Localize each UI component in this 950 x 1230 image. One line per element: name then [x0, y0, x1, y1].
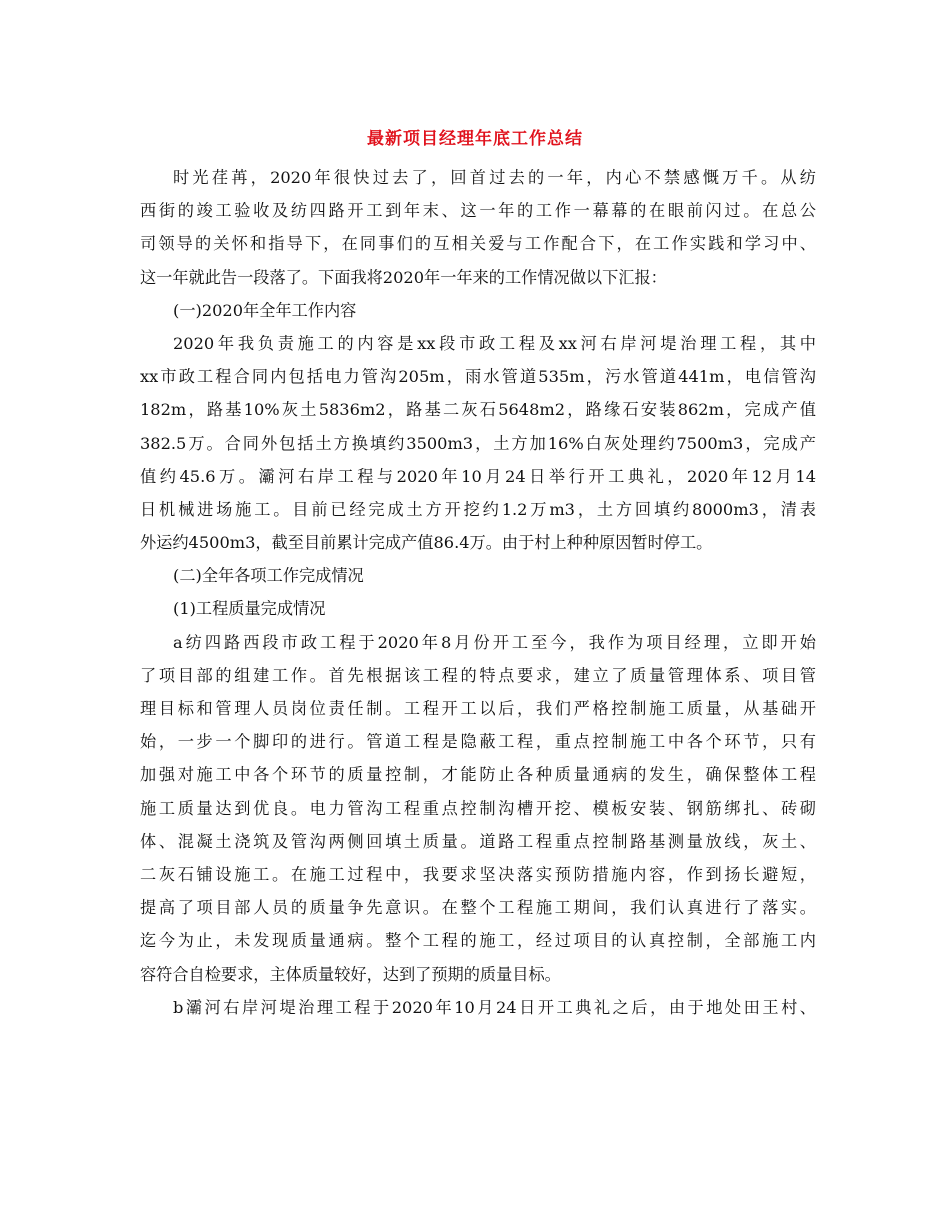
- text-line: 这一年就此告一段落了。下面我将2020年一年来的工作情况做以下汇报：: [140, 267, 667, 287]
- text-line: 日机械进场施工。目前已经完成土方开挖约1.2万m3，土方回填约8000m3，清表: [140, 499, 816, 519]
- text-line: 382.5万。合同外包括土方换填约3500m3，土方加16%白灰处理约7500m3，完成产: [140, 433, 816, 453]
- text-line: 2020年我负责施工的内容是xx段市政工程及xx河右岸河堤治理工程，其中: [173, 333, 816, 353]
- text-line: 182m，路基10%灰土5836m2，路基二灰石5648m2，路缘石安装862m，完成产值: [140, 400, 816, 420]
- text-line: 体、混凝土浇筑及管沟两侧回填土质量。道路工程重点控制路基测量放线，灰土、: [140, 831, 816, 851]
- text-line: 容符合自检要求，主体质量较好，达到了预期的质量目标。: [140, 964, 561, 984]
- text-line: 司领导的关怀和指导下，在同事们的互相关爱与工作配合下，在工作实践和学习中、: [140, 234, 816, 254]
- document-title: 最新项目经理年底工作总结: [367, 129, 583, 149]
- text-line: 加强对施工中各个环节的质量控制，才能防止各种质量通病的发生，确保整体工程: [140, 765, 816, 785]
- text-line: a纺四路西段市政工程于2020年8月份开工至今，我作为项目经理，立即开始: [173, 632, 816, 652]
- text-line: 了项目部的组建工作。首先根据该工程的特点要求，建立了质量管理体系、项目管: [140, 665, 816, 685]
- text-line: 迄今为止，未发现质量通病。整个工程的施工，经过项目的认真控制，全部施工内: [140, 931, 816, 951]
- text-line: 理目标和管理人员岗位责任制。工程开工以后，我们严格控制施工质量，从基础开: [140, 699, 816, 718]
- text-line: 外运约4500m3，截至目前累计完成产值86.4万。由于村上种种原因暂时停工。: [140, 533, 713, 553]
- text-line: 始，一步一个脚印的进行。管道工程是隐蔽工程，重点控制施工中各个环节，只有: [140, 732, 816, 752]
- text-line: 值约45.6万。灞河右岸工程与2020年10月24日举行开工典礼，2020年12月14: [140, 466, 816, 486]
- text-line: 二灰石铺设施工。在施工过程中，我要求坚决落实预防措施内容，作到扬长避短，: [140, 864, 816, 884]
- text-line: 时光荏苒，2020年很快过去了，回首过去的一年，内心不禁感慨万千。从纺: [173, 168, 816, 187]
- text-line: (1)工程质量完成情况: [173, 599, 326, 619]
- text-line: (二)全年各项工作完成情况: [173, 566, 364, 586]
- text-line: 提高了项目部人员的质量争先意识。在整个工程施工期间，我们认真进行了落实。: [140, 898, 816, 918]
- text-line: xx市政工程合同内包括电力管沟205m，雨水管道535m，污水管道441m，电信管沟: [140, 367, 816, 387]
- text-line: (一)2020年全年工作内容: [173, 300, 357, 320]
- text-line: b灞河右岸河堤治理工程于2020年10月24日开工典礼之后，由于地处田王村、: [173, 997, 816, 1017]
- document-body: [140, 161, 816, 1024]
- text-line: 施工质量达到优良。电力管沟工程重点控制沟槽开挖、模板安装、钢筋绑扎、砖砌: [140, 798, 816, 818]
- text-line: 西街的竣工验收及纺四路开工到年末、这一年的工作一幕幕的在眼前闪过。在总公: [140, 201, 816, 221]
